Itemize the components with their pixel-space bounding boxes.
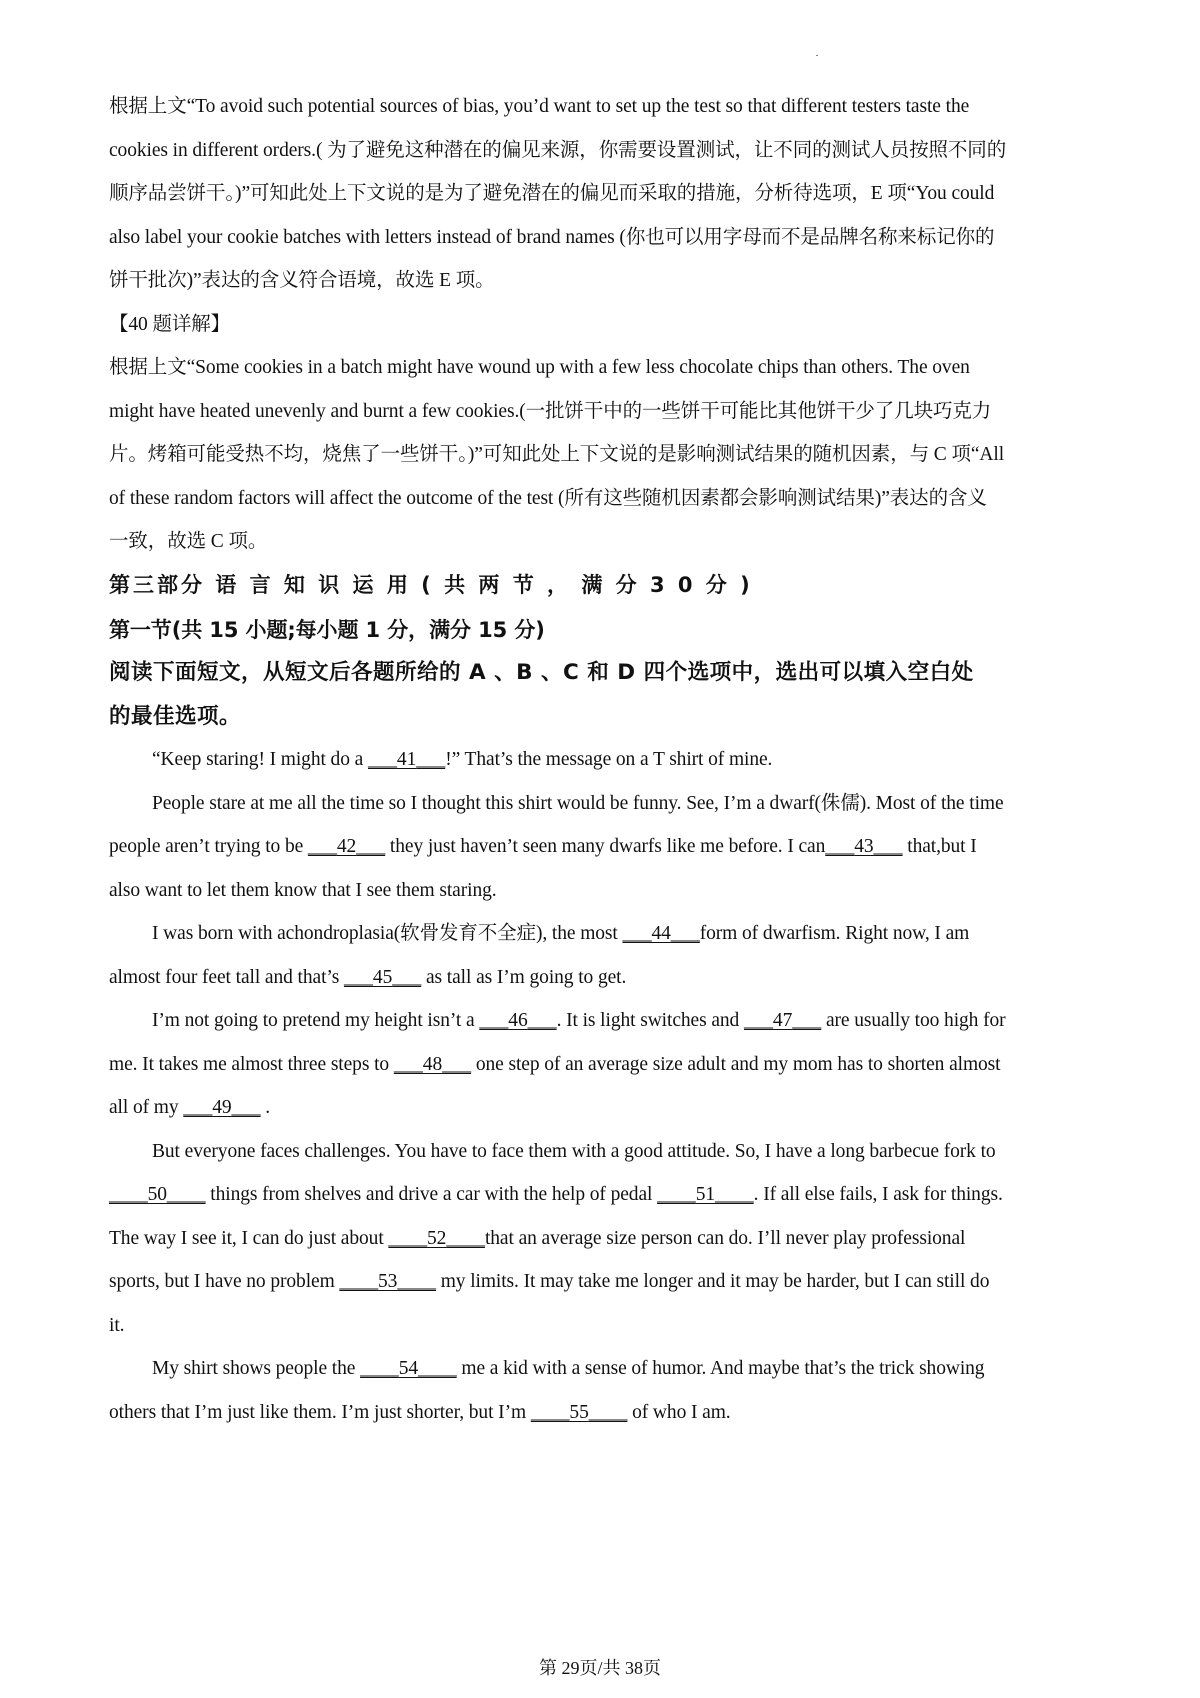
passage-line [109, 1095, 1109, 1121]
explanation-40-line: might have heated unevenly and burnt a few cookies.(一批饼干中的一些饼干可能比其他饼干少了几块巧克力 [109, 401, 992, 422]
explanation-39-line: 根据上文“To avoid such potential sources of bias, you’d want to set up the test so that different testers taste the [109, 96, 970, 117]
passage-line [109, 1226, 1109, 1252]
explanation-40-line: 根据上文“Some cookies in a batch might have wound up with a few less chocolate chips than others. The oven [109, 357, 970, 378]
passage-line: it. [109, 1315, 125, 1336]
explanation-39-line: 顺序品尝饼干。)”可知此处上下文说的是为了避免潜在的偏见而采取的措施，分析待选项，E 项“You could [109, 183, 995, 204]
blank-number: 42 [336, 836, 357, 857]
passage-text: all of my [109, 1097, 184, 1118]
passage-text: . It is light switches and [556, 1010, 744, 1031]
passage-text: !” That’s the message on a T shirt of mine. [445, 749, 773, 770]
blank-51[interactable]: ____51____ [657, 1184, 754, 1205]
passage-text: . If all else fails, I ask for things. [753, 1184, 1003, 1205]
blank-number: 46 [508, 1010, 528, 1031]
passage-text: almost four feet tall and that’s [109, 967, 344, 988]
blank-number: 47 [772, 1010, 793, 1031]
blank-number: 48 [422, 1054, 443, 1075]
blank-number: 52 [427, 1228, 447, 1249]
blank-number: 53 [378, 1271, 398, 1292]
explanation-40-heading: 【40 题详解】 [109, 314, 231, 335]
passage-text: I’m not going to pretend my height isn’t a [152, 1010, 480, 1031]
passage-line [152, 921, 1152, 947]
blank-49[interactable]: ___49___ [183, 1097, 261, 1118]
passage-text: . [260, 1097, 271, 1118]
passage-text: one step of an average size adult and my mom has to shorten almost [471, 1054, 1001, 1075]
passage-text: The way I see it, I can do just about [109, 1228, 389, 1249]
blank-53[interactable]: ____53____ [339, 1271, 436, 1292]
passage-text: My shirt shows people the [152, 1358, 361, 1379]
passage-line [109, 1400, 1109, 1426]
passage-text: me. It takes me almost three steps to [109, 1054, 394, 1075]
blank-number: 49 [212, 1097, 232, 1118]
passage-line: also want to let them know that I see them staring. [109, 880, 497, 901]
passage-line [109, 1182, 1109, 1208]
passage-text: form of dwarfism. Right now, I am [699, 923, 970, 944]
explanation-39-line: cookies in different orders.( 为了避免这种潜在的偏见来源，你需要设置测试，让不同的测试人员按照不同的 [109, 140, 1007, 161]
blank-55[interactable]: ____55____ [530, 1402, 628, 1423]
passage-text: me a kid with a sense of humor. And maybe that’s the trick showing [456, 1358, 985, 1379]
passage-line [152, 1008, 1152, 1034]
blank-number: 44 [651, 923, 671, 944]
passage-line [109, 965, 1109, 991]
passage-line [109, 834, 1109, 860]
passage-text: my limits. It may take me longer and it may be harder, but I can still do [435, 1271, 990, 1292]
blank-52[interactable]: ____52____ [388, 1228, 485, 1249]
passage-line [152, 747, 1152, 773]
passage-text: “Keep staring! I might do a [152, 749, 368, 770]
passage-text: that,but I [902, 836, 977, 857]
scan-speck [816, 55, 818, 56]
passage-text: they just haven’t seen many dwarfs like me before. I can [385, 836, 826, 857]
passage-text: others that I’m just like them. I’m just shorter, but I’m [109, 1402, 531, 1423]
passage-text: as tall as I’m going to get. [421, 967, 627, 988]
blank-42[interactable]: ___42___ [307, 836, 386, 857]
passage-text: are usually too high for [821, 1010, 1006, 1031]
blank-45[interactable]: ___45___ [343, 967, 422, 988]
passage-line [152, 1356, 1152, 1382]
blank-number: 50 [147, 1184, 167, 1205]
passage-line: People stare at me all the time so I thought this shirt would be funny. See, I’m a dwarf(侏儒). Most of the time [152, 793, 1004, 814]
blank-number: 45 [372, 967, 393, 988]
blank-number: 55 [569, 1402, 589, 1423]
blank-number: 51 [695, 1184, 716, 1205]
blank-50[interactable]: ____50____ [109, 1184, 206, 1205]
passage-text: that an average size person can do. I’ll never play professional [484, 1228, 966, 1249]
passage-line: But everyone faces challenges. You have to face them with a good attitude. So, I have a long barbecue fork to [152, 1141, 996, 1162]
passage-line [109, 1052, 1109, 1078]
explanation-39-line: 饼干批次)”表达的含义符合语境，故选 E 项。 [109, 270, 495, 291]
blank-number: 43 [854, 836, 874, 857]
blank-43[interactable]: ___43___ [825, 836, 903, 857]
explanation-40-line: 一致，故选 C 项。 [109, 531, 268, 552]
passage-text: people aren’t trying to be [109, 836, 308, 857]
blank-46[interactable]: ___46___ [479, 1010, 557, 1031]
blank-44[interactable]: ___44___ [622, 923, 700, 944]
passage-line [109, 1269, 1109, 1295]
subsection-title: 第一节(共 15 小题;每小题 1 分，满分 15 分) [109, 618, 545, 642]
explanation-40-line: 片。烤箱可能受热不均，烧焦了一些饼干。)”可知此处上下文说的是影响测试结果的随机因素，与 C 项“All [109, 444, 1005, 465]
explanation-40-line: of these random factors will affect the outcome of the test (所有这些随机因素都会影响测试结果)”表达的含义 [109, 488, 987, 509]
part-title: 第三部分 语 言 知 识 运 用 ( 共 两 节 ， 满 分 3 0 分 ) [109, 573, 753, 597]
blank-number: 41 [396, 749, 417, 770]
passage-text: I was born with achondroplasia(软骨发育不全症), the most [152, 923, 623, 944]
instruction-line: 阅读下面短文，从短文后各题所给的 A 、B 、C 和 D 四个选项中，选出可以填入空白处 [109, 660, 974, 685]
blank-48[interactable]: ___48___ [393, 1054, 472, 1075]
page-number: 第 29页/共 38页 [538, 1658, 661, 1678]
explanation-39-line: also label your cookie batches with letters instead of brand names (你也可以用字母而不是品牌名称来标记你的 [109, 227, 995, 248]
blank-41[interactable]: ___41___ [367, 749, 446, 770]
blank-number: 54 [398, 1358, 419, 1379]
instruction-line: 的最佳选项。 [109, 704, 242, 729]
blank-47[interactable]: ___47___ [743, 1010, 822, 1031]
blank-54[interactable]: ____54____ [360, 1358, 457, 1379]
passage-text: things from shelves and drive a car with the help of pedal [205, 1184, 658, 1205]
passage-text: sports, but I have no problem [109, 1271, 340, 1292]
passage-text: of who I am. [627, 1402, 731, 1423]
